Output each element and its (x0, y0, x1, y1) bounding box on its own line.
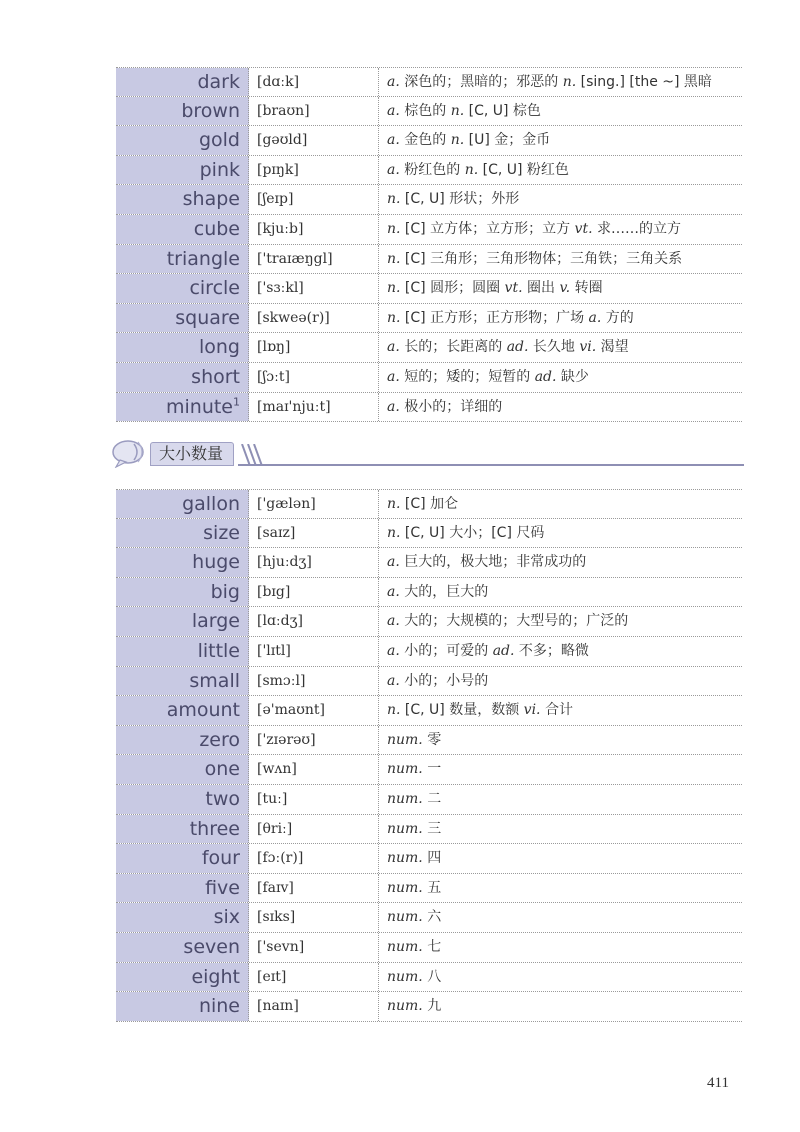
headword (116, 548, 249, 577)
page-number: 411 (707, 1075, 729, 1091)
table-row (116, 578, 742, 608)
part-of-speech: n. (387, 191, 401, 208)
definition-text: 缺少 (556, 368, 589, 385)
part-of-speech: a. (387, 368, 400, 385)
definition-text: 小的；小号的 (399, 672, 489, 689)
headword-text: brown (181, 99, 240, 122)
headword (116, 68, 249, 96)
definition-text: [C, U] 棕色 (464, 102, 541, 119)
table-row (116, 963, 742, 993)
definition-text: 巨大的，极大地；非常成功的 (399, 554, 587, 571)
definition-text: 九 (422, 998, 442, 1015)
definition-text: 方的 (601, 309, 634, 326)
part-of-speech: num. (387, 731, 423, 748)
definition (379, 726, 742, 755)
table-row (116, 97, 742, 127)
definition (379, 333, 742, 362)
table-row (116, 607, 742, 637)
definition-text: [C, U] 粉红色 (478, 161, 569, 178)
definition (379, 933, 742, 962)
phonetic: ['traɪæŋgl] (249, 245, 379, 274)
headword (116, 519, 249, 548)
headword-text: cube (193, 217, 240, 240)
table-row (116, 933, 742, 963)
section-rule (238, 464, 744, 466)
phonetic: [ʃɔːt] (249, 363, 379, 392)
phonetic: [maɪ'njuːt] (249, 393, 379, 422)
headword (116, 785, 249, 814)
headword-text: small (189, 669, 240, 692)
definition-text: 深色的；黑暗的；邪恶的 (399, 74, 563, 90)
definition-text: 零 (422, 731, 442, 748)
headword-text: minute (165, 395, 233, 418)
table-row (116, 245, 742, 275)
part-of-speech: num. (387, 938, 423, 955)
table-row (116, 67, 742, 97)
headword-text: two (205, 787, 240, 810)
headword-text: nine (198, 995, 240, 1018)
table-row (116, 185, 742, 215)
headword-text: dark (197, 71, 240, 93)
table-row (116, 393, 742, 423)
part-of-speech: ad. (506, 339, 529, 356)
definition-text: 短的；矮的；短暂的 (399, 368, 535, 385)
part-of-speech: num. (387, 879, 423, 896)
phonetic: [faɪv] (249, 874, 379, 903)
table-row (116, 548, 742, 578)
phonetic: [eɪt] (249, 963, 379, 992)
headword-text: one (204, 758, 240, 781)
part-of-speech: num. (387, 968, 423, 985)
headword (116, 963, 249, 992)
headword (116, 304, 249, 333)
headword (116, 215, 249, 244)
definition (379, 903, 742, 932)
definition (379, 393, 742, 422)
phonetic: [gəʊld] (249, 126, 379, 155)
headword (116, 815, 249, 844)
headword-text: five (205, 876, 240, 899)
part-of-speech: n. (387, 496, 401, 512)
part-of-speech: a. (387, 672, 400, 689)
phonetic: [pɪŋk] (249, 156, 379, 185)
part-of-speech: n. (387, 309, 401, 326)
definition-text: 渴望 (596, 339, 629, 356)
definition-text: 大的；大规模的；大型号的；广泛的 (399, 613, 629, 630)
part-of-speech: n. (464, 161, 479, 178)
definition-text: 六 (422, 909, 442, 926)
definition (379, 490, 742, 518)
part-of-speech: n. (387, 250, 401, 267)
definition-text: 金色的 (399, 132, 451, 149)
definition (379, 755, 742, 784)
table-row (116, 363, 742, 393)
definition-text: [C] 立方体；立方形；立方 (400, 220, 575, 237)
table-row (116, 785, 742, 815)
table-row (116, 726, 742, 756)
part-of-speech: n. (387, 524, 401, 541)
part-of-speech: ad. (534, 368, 557, 385)
definition-text: [U] 金；金币 (464, 132, 551, 149)
part-of-speech: a. (387, 74, 400, 90)
phonetic: [braʊn] (249, 97, 379, 126)
definition (379, 578, 742, 607)
definition-text: [C, U] 形状；外形 (400, 191, 520, 208)
headword (116, 607, 249, 636)
phonetic: [skweə(r)] (249, 304, 379, 333)
table-row (116, 156, 742, 186)
headword (116, 933, 249, 962)
section-header (110, 436, 744, 470)
definition (379, 874, 742, 903)
headword (116, 156, 249, 185)
definition (379, 215, 742, 244)
headword-text: three (189, 817, 240, 840)
definition-text: 合计 (540, 702, 573, 719)
definition (379, 637, 742, 666)
part-of-speech: a. (387, 554, 400, 571)
part-of-speech: n. (562, 74, 577, 90)
table-row (116, 304, 742, 334)
table-row (116, 519, 742, 549)
section-title: 大小数量 (150, 442, 234, 466)
phonetic: [saɪz] (249, 519, 379, 548)
headword (116, 274, 249, 303)
definition (379, 785, 742, 814)
definition-text: [C] 圆形；圆圈 (400, 280, 505, 297)
table-row (116, 333, 742, 363)
headword-text: short (191, 365, 240, 388)
phonetic: [smɔːl] (249, 667, 379, 696)
phonetic: [bɪg] (249, 578, 379, 607)
definition-text: 转圈 (570, 280, 603, 297)
table-row (116, 215, 742, 245)
headword (116, 637, 249, 666)
part-of-speech: num. (387, 850, 423, 867)
phonetic: [θriː] (249, 815, 379, 844)
definition (379, 992, 742, 1021)
phonetic: ['zɪərəʊ] (249, 726, 379, 755)
phonetic: [wʌn] (249, 755, 379, 784)
headword (116, 874, 249, 903)
part-of-speech: vt. (504, 280, 523, 297)
headword-text: six (213, 906, 240, 929)
phonetic: ['sɜːkl] (249, 274, 379, 303)
part-of-speech: num. (387, 998, 423, 1015)
definition-text: 一 (422, 761, 442, 778)
part-of-speech: a. (387, 613, 400, 630)
part-of-speech: a. (387, 102, 400, 119)
phonetic: [tuː] (249, 785, 379, 814)
definition-text: 三 (422, 820, 442, 837)
part-of-speech: vi. (523, 702, 541, 719)
part-of-speech: n. (387, 220, 401, 237)
headword-text: little (197, 639, 240, 662)
definition-text: 四 (422, 850, 442, 867)
part-of-speech: a. (387, 132, 400, 149)
definition-text: 极小的；详细的 (399, 398, 503, 415)
part-of-speech: v. (559, 280, 571, 297)
headword-text: long (198, 336, 240, 359)
definition (379, 126, 742, 155)
definition (379, 963, 742, 992)
table-row (116, 992, 742, 1022)
definition (379, 815, 742, 844)
part-of-speech: a. (588, 309, 602, 326)
definition-text: [C] 正方形；正方形物；广场 (400, 309, 589, 326)
headword (116, 696, 249, 725)
part-of-speech: n. (387, 280, 401, 297)
table-row (116, 637, 742, 667)
part-of-speech: n. (387, 702, 401, 719)
vocab-table-size-quantity (116, 489, 742, 1022)
part-of-speech: n. (450, 102, 465, 119)
headword-text: four (201, 847, 240, 870)
part-of-speech: a. (387, 398, 400, 415)
phonetic: [hjuːdʒ] (249, 548, 379, 577)
definition-text: 不多；略微 (514, 642, 589, 659)
definition-text: 二 (422, 790, 442, 807)
part-of-speech: vi. (579, 339, 597, 356)
table-row (116, 844, 742, 874)
headword (116, 726, 249, 755)
headword-text: square (175, 306, 240, 329)
definition-text: [sing.] [the ~] 黑暗 (576, 74, 712, 90)
stripes-decoration (240, 444, 264, 466)
part-of-speech: num. (387, 761, 423, 778)
headword (116, 185, 249, 214)
definition-text: 八 (422, 968, 442, 985)
definition (379, 68, 742, 96)
definition (379, 696, 742, 725)
definition-text: 求……的立方 (592, 220, 681, 237)
definition (379, 97, 742, 126)
vocab-table-colors-shapes (116, 67, 742, 422)
headword (116, 490, 249, 518)
definition-text: [C] 三角形；三角形物体；三角铁；三角关系 (400, 250, 683, 267)
headword-superscript: 1 (233, 395, 240, 409)
table-row (116, 696, 742, 726)
definition (379, 274, 742, 303)
table-row (116, 126, 742, 156)
phonetic: [naɪn] (249, 992, 379, 1021)
phonetic: [dɑːk] (249, 68, 379, 96)
headword (116, 245, 249, 274)
definition (379, 156, 742, 185)
headword (116, 363, 249, 392)
phonetic: ['lɪtl] (249, 637, 379, 666)
headword-text: big (210, 580, 240, 603)
headword-text: shape (182, 188, 240, 211)
phonetic: [fɔː(r)] (249, 844, 379, 873)
part-of-speech: a. (387, 161, 400, 178)
headword (116, 578, 249, 607)
headword-text: zero (199, 728, 240, 751)
definition-text: [C, U] 数量，数额 (400, 702, 524, 719)
definition (379, 304, 742, 333)
part-of-speech: ad. (492, 642, 515, 659)
part-of-speech: vt. (574, 220, 593, 237)
table-row (116, 815, 742, 845)
definition-text: [C] 加仑 (400, 496, 459, 512)
definition-text: 长久地 (528, 339, 580, 356)
table-row (116, 755, 742, 785)
table-row (116, 274, 742, 304)
phonetic: [ʃeɪp] (249, 185, 379, 214)
definition (379, 245, 742, 274)
definition (379, 667, 742, 696)
phonetic: [kjuːb] (249, 215, 379, 244)
table-row (116, 667, 742, 697)
headword-text: seven (183, 935, 240, 958)
headword (116, 393, 249, 422)
headword-text: huge (192, 551, 240, 574)
headword-text: pink (199, 158, 240, 181)
definition-text: 大的，巨大的 (399, 583, 489, 600)
part-of-speech: num. (387, 790, 423, 807)
part-of-speech: a. (387, 339, 400, 356)
definition (379, 363, 742, 392)
phonetic: [ə'maʊnt] (249, 696, 379, 725)
phonetic: ['gælən] (249, 490, 379, 518)
headword (116, 333, 249, 362)
headword-text: gold (198, 129, 240, 152)
phonetic: ['sevn] (249, 933, 379, 962)
headword-text: triangle (166, 247, 240, 270)
definition-text: 棕色的 (399, 102, 451, 119)
phonetic: [lɑːdʒ] (249, 607, 379, 636)
definition-text: 粉红色的 (399, 161, 465, 178)
phonetic: [lɒŋ] (249, 333, 379, 362)
headword-text: large (191, 610, 240, 633)
part-of-speech: num. (387, 820, 423, 837)
definition-text: 圈出 (522, 280, 560, 297)
definition-text: 长的；长距离的 (399, 339, 507, 356)
headword (116, 97, 249, 126)
table-row (116, 903, 742, 933)
headword-text: gallon (182, 493, 240, 515)
headword (116, 992, 249, 1021)
headword-text: circle (189, 277, 240, 300)
table-row (116, 874, 742, 904)
part-of-speech: num. (387, 909, 423, 926)
headword-text: amount (166, 699, 240, 722)
definition (379, 607, 742, 636)
definition-text: 七 (422, 938, 442, 955)
definition-text: 五 (422, 879, 442, 896)
part-of-speech: a. (387, 642, 400, 659)
definition-text: 小的；可爱的 (399, 642, 493, 659)
definition (379, 519, 742, 548)
headword-text: size (203, 521, 240, 544)
speech-bubble-icon (110, 438, 154, 468)
part-of-speech: n. (450, 132, 465, 149)
definition (379, 185, 742, 214)
headword-text: eight (191, 965, 240, 988)
headword (116, 844, 249, 873)
headword (116, 755, 249, 784)
definition (379, 844, 742, 873)
headword (116, 903, 249, 932)
table-row (116, 489, 742, 519)
definition-text: [C, U] 大小；[C] 尺码 (400, 524, 545, 541)
headword (116, 667, 249, 696)
phonetic: [sɪks] (249, 903, 379, 932)
definition (379, 548, 742, 577)
headword (116, 126, 249, 155)
part-of-speech: a. (387, 583, 400, 600)
